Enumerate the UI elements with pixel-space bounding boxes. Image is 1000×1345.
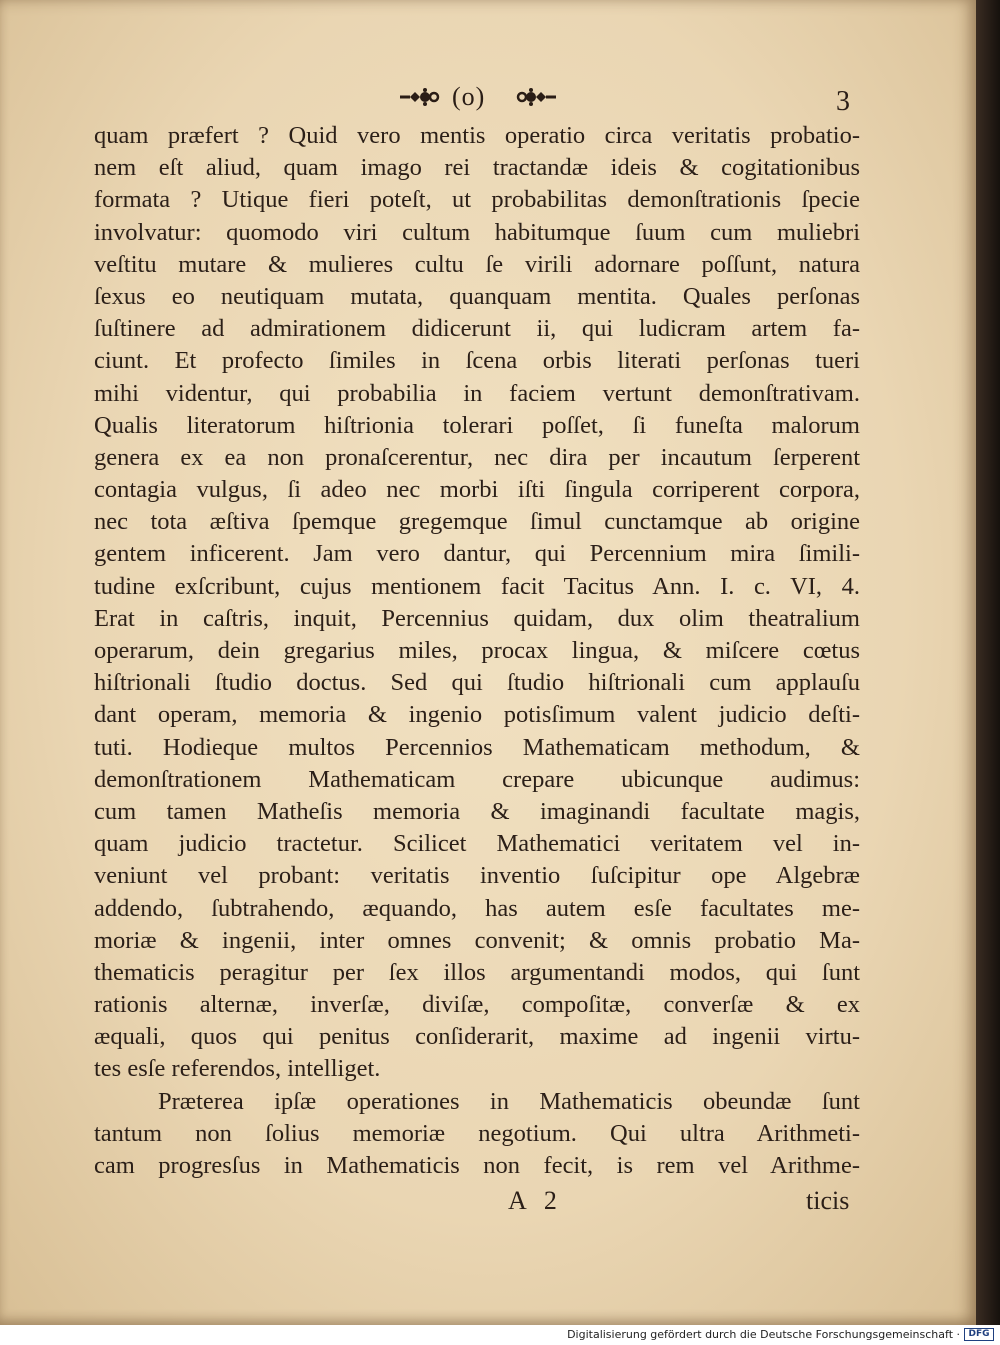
page-footer <box>0 1186 976 1220</box>
text-line: formata ? Utique fieri poteſt, ut probabilitas demonſtrationis ſpecie <box>94 186 860 214</box>
text-line: gentem inficerent. Jam vero dantur, qui Percennium mira ſimili- <box>94 540 860 568</box>
text-line: ciunt. Et profecto ſimiles in ſcena orbis literati perſonas tueri <box>94 347 860 375</box>
signature-mark: A 2 <box>508 1186 563 1215</box>
catchword: ticis <box>806 1186 850 1215</box>
text-line: tudine exſcribunt, cujus mentionem facit Tacitus Ann. I. c. VI, 4. <box>94 572 860 600</box>
header-signature-mark: (o) <box>452 82 486 111</box>
text-line: moriæ & ingenii, inter omnes convenit; & omnis probatio Ma- <box>94 926 860 954</box>
text-line: Qualis literatorum hiſtrionia tolerari poſſet, ſi funeſta malorum <box>94 411 860 439</box>
text-line: dant operam, memoria & ingenio potisſimum valent judicio deſti- <box>94 701 860 729</box>
text-line: contagia vulgus, ſi adeo nec morbi iſti ſingula corriperent corpora, <box>94 476 860 504</box>
text-line: ſexus eo neutiquam mutata, quanquam mentita. Quales perſonas <box>94 282 860 310</box>
text-line: quam præfert ? Quid vero mentis operatio circa veritatis probatio- <box>94 122 860 149</box>
text-line: cam progresſus in Mathematicis non fecit, is rem vel Arithme- <box>94 1152 860 1179</box>
text-line: veſtitu mutare & mulieres cultu ſe virili adornare poſſunt, natura <box>94 250 860 278</box>
text-line: rationis alternæ, inverſæ, diviſæ, compoſitæ, converſæ & ex <box>94 991 860 1019</box>
text-line: cum tamen Matheſis memoria & imaginandi facultate magis, <box>94 797 860 825</box>
text-line: genera ex ea non pronaſcerentur, nec dira per incautum ſerperent <box>94 443 860 471</box>
digitization-credit-bar <box>0 1325 1000 1345</box>
page-number: 3 <box>836 86 850 117</box>
text-line: æquali, quos qui penitus conſiderarit, maxime ad ingenii virtu- <box>94 1023 860 1051</box>
text-line: quam judicio tractetur. Scilicet Mathematici veritatem vel in- <box>94 830 860 858</box>
text-line: hiſtrionali ſtudio doctus. Sed qui ſtudio hiſtrionali cum applauſu <box>94 669 860 697</box>
text-line: nec tota æſtiva ſpemque gregemque ſimul cunctamque ab origine <box>94 508 860 536</box>
body-text <box>94 120 860 1182</box>
text-line: tantum non ſolius memoriæ negotium. Qui ultra Arithmeti- <box>94 1119 860 1147</box>
book-edge <box>976 0 1000 1325</box>
text-line: demonſtrationem Mathematicam crepare ubicunque audimus: <box>94 765 860 793</box>
text-line: addendo, ſubtrahendo, æquando, has autem esſe facultates me- <box>94 894 860 922</box>
printers-ornament-left-icon <box>398 86 442 108</box>
text-line: nem eſt aliud, quam imago rei tractandæ ideis & cogitationibus <box>94 154 860 182</box>
text-line: tes esſe referendos, intelliget. <box>94 1055 381 1083</box>
credit-text: Digitalisierung gefördert durch die Deutsche Forschungsgemeinschaft · <box>567 1328 960 1341</box>
dfg-logo-icon: DFG <box>964 1328 994 1341</box>
printers-ornament-right-icon <box>514 86 558 108</box>
text-line: veniunt vel probant: veritatis inventio ſuſcipitur ope Algebræ <box>94 862 860 890</box>
text-line: Præterea ipſæ operationes in Mathematicis obeundæ ſunt <box>158 1087 860 1115</box>
text-line: operarum, dein gregarius miles, procax lingua, & miſcere cœtus <box>94 637 860 664</box>
text-line: thematicis peragitur per ſex illos argumentandi modos, qui ſunt <box>94 958 860 986</box>
text-line: tuti. Hodieque multos Percennios Mathematicam methodum, & <box>94 733 860 761</box>
text-line: involvatur: quomodo viri cultum habitumque ſuum cum muliebri <box>94 218 860 246</box>
text-line: mihi videntur, qui probabilia in faciem vertunt demonſtrativam. <box>94 379 860 407</box>
running-header <box>0 78 976 118</box>
text-line: ſuſtinere ad admirationem didicerunt ii, qui ludicram artem fa- <box>94 315 860 343</box>
text-line: Erat in caſtris, inquit, Percennius quidam, dux olim theatralium <box>94 604 860 632</box>
